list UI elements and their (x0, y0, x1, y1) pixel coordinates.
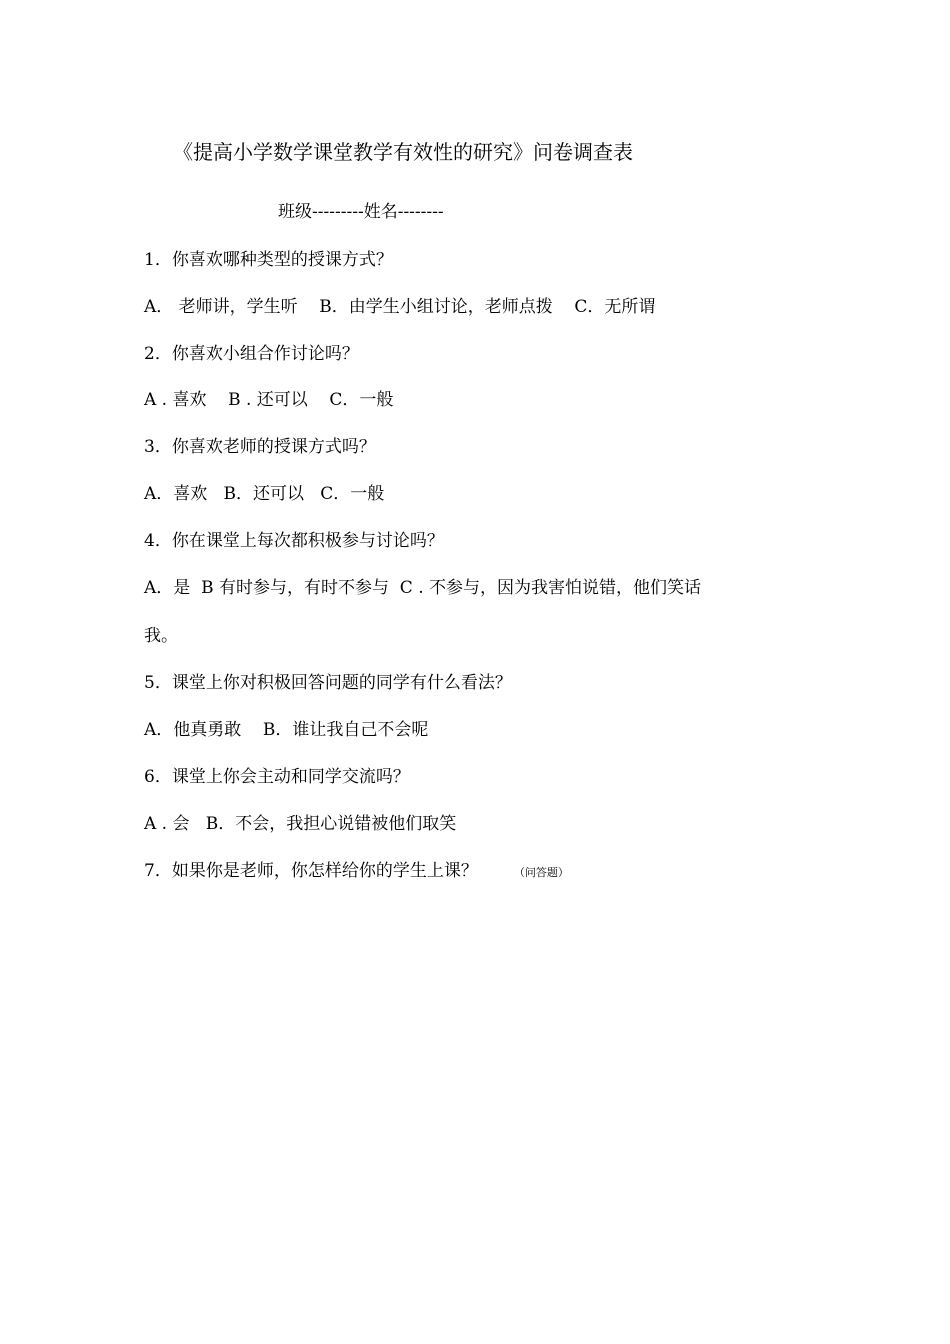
question-3-options: A．喜欢 B．还可以 C．一般 (144, 484, 385, 504)
question-4-options: A．是 B 有时参与，有时不参与 C . 不参与，因为我害怕说错，他们笑话 (144, 578, 702, 598)
question-1: 1．你喜欢哪种类型的授课方式？ (144, 250, 393, 270)
question-6: 6．课堂上你会主动和同学交流吗？ (144, 767, 410, 787)
question-2: 2．你喜欢小组合作讨论吗？ (144, 344, 359, 364)
question-7 (144, 859, 569, 885)
question-5-options: A．他真勇敢 B．谁让我自己不会呢 (144, 720, 429, 740)
question-2-options: A . 喜欢 B . 还可以 C．一般 (144, 390, 394, 410)
document-title: 《提高小学数学课堂教学有效性的研究》问卷调查表 (173, 140, 633, 164)
question-5: 5．课堂上你对积极回答问题的同学有什么看法？ (144, 673, 512, 693)
question-4: 4．你在课堂上每次都积极参与讨论吗？ (144, 531, 444, 551)
question-6-options: A . 会 B．不会，我担心说错被他们取笑 (144, 814, 457, 834)
question-1-options: A． 老师讲，学生听 B．由学生小组讨论，老师点拨 C．无所谓 (144, 297, 656, 317)
question-7-note: （问答题） (513, 866, 569, 879)
question-3: 3．你喜欢老师的授课方式吗？ (144, 437, 376, 457)
class-name-field-line: 班级---------姓名-------- (278, 202, 444, 222)
question-7-text: 7．如果你是老师，你怎样给你的学生上课？ (144, 861, 478, 881)
question-4-options-continued: 我。 (144, 626, 178, 646)
